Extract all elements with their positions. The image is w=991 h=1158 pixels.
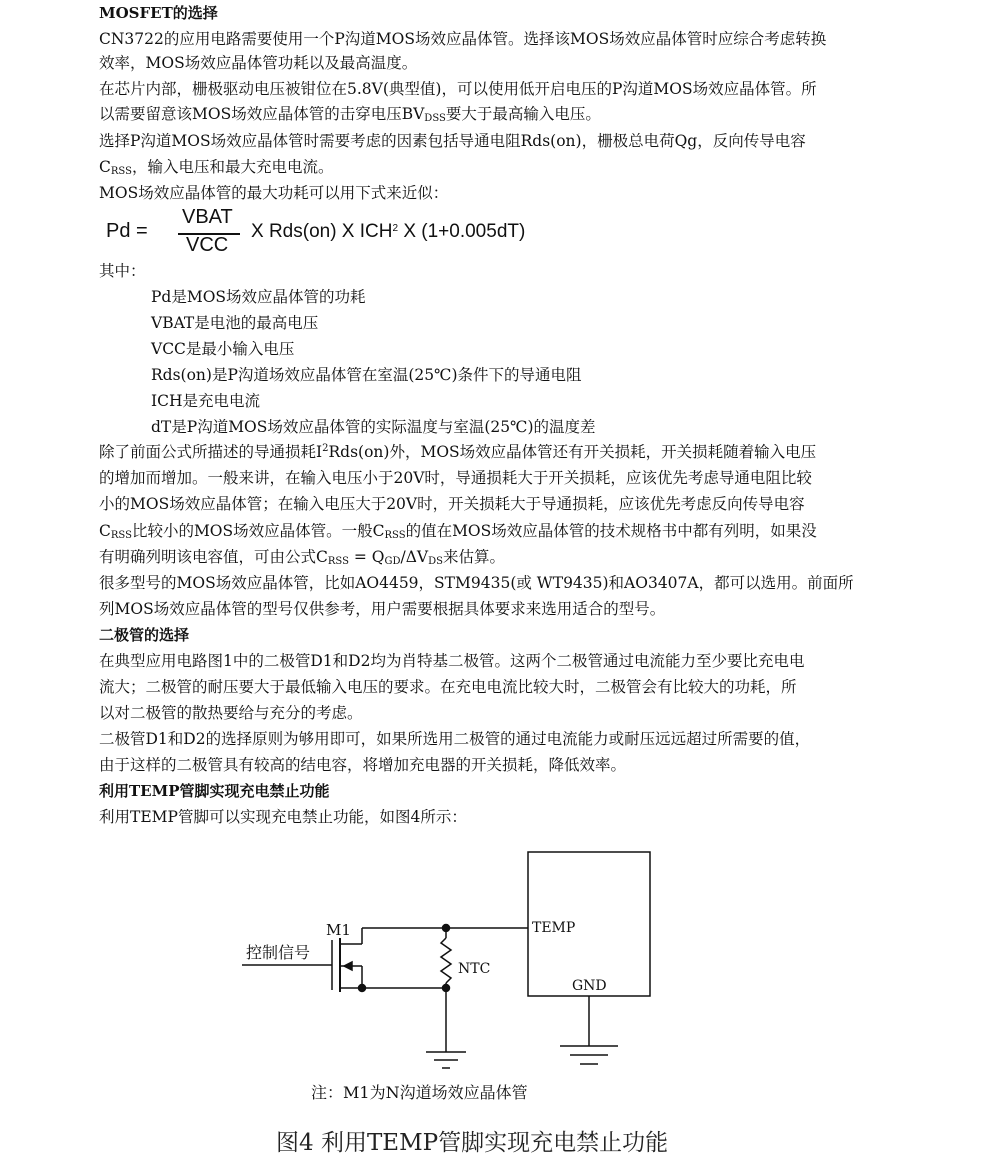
text: 要大于最高输入电压。 [445, 105, 601, 123]
temp-pin-label: TEMP [532, 920, 576, 936]
mosfet-paragraph-1-line-1: CN3722的应用电路需要使用一个P沟道MOS场效应晶体管。选择该MOS场效应晶体管时应综合考虑转换 [99, 30, 827, 48]
mosfet-paragraph-5-line-2: 的增加而增加。一般来讲，在输入电压小于20V时，导通损耗大于开关损耗，应该优先考虑导通电阻比较 [99, 469, 812, 487]
control-signal-label: 控制信号 [246, 943, 311, 962]
mosfet-paragraph-5-line-5 [99, 544, 505, 570]
text: 以需要留意该MOS场效应晶体管的击穿电压BV [99, 105, 425, 123]
mosfet-paragraph-5-line-4 [99, 518, 817, 544]
definition-item: Pd是MOS场效应晶体管的功耗 [151, 288, 366, 306]
diode-paragraph-2-line-1: 二极管D1和D2的选择原则为够用即可，如果所选用二极管的通过电流能力或耐压远远超过所需要的值， [99, 730, 811, 748]
mosfet-paragraph-2-line-2 [99, 101, 601, 127]
ntc-label: NTC [458, 961, 491, 977]
diode-paragraph-2-line-2: 由于这样的二极管具有较高的结电容，将增加充电器的开关损耗，降低效率。 [99, 756, 627, 774]
subscript: RSS [384, 530, 406, 541]
superscript: 2 [392, 223, 399, 234]
text: C [99, 158, 111, 176]
text: X Rds(on) X ICH [251, 221, 393, 242]
gnd-pin-label: GND [572, 978, 607, 994]
mosfet-paragraph-3-line-2 [99, 154, 333, 180]
figure-caption: 图4 利用TEMP管脚实现充电禁止功能 [276, 1130, 669, 1156]
mosfet-heading: MOSFET的选择 [99, 4, 218, 22]
text: 比较小的MOS场效应晶体管。一般C [131, 522, 385, 540]
definition-item: ICH是充电电流 [151, 392, 260, 410]
text: 有明确列明该电容值，可由公式C [99, 548, 328, 566]
body-arrow [344, 962, 352, 970]
mosfet-paragraph-5-line-3: 小的MOS场效应晶体管；在输入电压大于20V时，开关损耗大于导通损耗，应该优先考虑反向传导电容 [99, 495, 805, 513]
definition-item: VCC是最小输入电压 [151, 340, 295, 358]
formula-lhs: Pd = [106, 220, 148, 242]
definition-item: VBAT是电池的最高电压 [151, 314, 319, 332]
where-label: 其中： [99, 262, 146, 280]
subscript: RSS [110, 166, 132, 177]
text: ，输入电压和最大充电电流。 [131, 158, 334, 176]
text: = Q [348, 548, 385, 566]
formula-rest [251, 221, 525, 243]
mosfet-paragraph-5-line-1 [99, 439, 816, 465]
mosfet-paragraph-3-line-1: 选择P沟道MOS场效应晶体管时需要考虑的因素包括导通电阻Rds(on)，栅极总电荷Qg，反向传导电容 [99, 132, 806, 150]
formula-numerator: VBAT [182, 206, 233, 228]
diode-heading: 二极管的选择 [99, 626, 190, 644]
diode-paragraph-1-line-1: 在典型应用电路图1中的二极管D1和D2均为肖特基二极管。这两个二极管通过电流能力至少要比充电电 [99, 652, 805, 670]
text: C [99, 522, 111, 540]
diode-paragraph-1-line-3: 以对二极管的散热要给与充分的考虑。 [99, 704, 363, 722]
text: 的值在MOS场效应晶体管的技术规格书中都有列明，如果没 [405, 522, 817, 540]
mosfet-paragraph-1-line-2: 效率，MOS场效应晶体管功耗以及最高温度。 [99, 54, 418, 72]
mosfet-paragraph-2-line-1: 在芯片内部，栅极驱动电压被钳位在5.8V(典型值)，可以使用低开启电压的P沟道MOS场效应晶体管。所 [99, 80, 817, 98]
subscript: RSS [110, 530, 132, 541]
subscript: DSS [424, 113, 446, 124]
m1-label: M1 [326, 921, 351, 939]
text: 除了前面公式所描述的导通损耗I [99, 443, 323, 461]
mosfet-paragraph-6-line-2: 列MOS场效应晶体管的型号仅供参考，用户需要根据具体要求来选用适合的型号。 [99, 600, 666, 618]
superscript: 2 [322, 443, 329, 454]
figure-note: 注：M1为N沟道场效应晶体管 [311, 1083, 528, 1102]
definition-item: dT是P沟道MOS场效应晶体管的实际温度与室温(25℃)的温度差 [151, 418, 596, 436]
power-formula [106, 206, 666, 262]
temp-heading: 利用TEMP管脚实现充电禁止功能 [99, 782, 330, 800]
diode-paragraph-1-line-2: 流大；二极管的耐压要大于最低输入电压的要求。在充电电流比较大时，二极管会有比较大的功耗，所 [99, 678, 797, 696]
text: Rds(on)外，MOS场效应晶体管还有开关损耗，开关损耗随着输入电压 [328, 443, 817, 461]
subscript: GD [384, 556, 401, 567]
mosfet-paragraph-6-line-1: 很多型号的MOS场效应晶体管，比如AO4459，STM9435(或 WT9435)和AO3407A，都可以选用。前面所 [99, 574, 854, 592]
text: 来估算。 [443, 548, 506, 566]
mosfet-paragraph-4: MOS场效应晶体管的最大功耗可以用下式来近似： [99, 184, 449, 202]
definition-item: Rds(on)是P沟道场效应晶体管在室温(25℃)条件下的导通电阻 [151, 366, 582, 384]
text: /ΔV [400, 548, 429, 566]
ntc-resistor [441, 938, 451, 983]
text: X (1+0.005dT) [398, 221, 526, 242]
formula-denominator: VCC [186, 234, 229, 256]
circuit-diagram [220, 840, 680, 1080]
subscript: RSS [327, 556, 349, 567]
temp-paragraph: 利用TEMP管脚可以实现充电禁止功能，如图4所示： [99, 808, 467, 826]
subscript: DS [428, 556, 443, 567]
